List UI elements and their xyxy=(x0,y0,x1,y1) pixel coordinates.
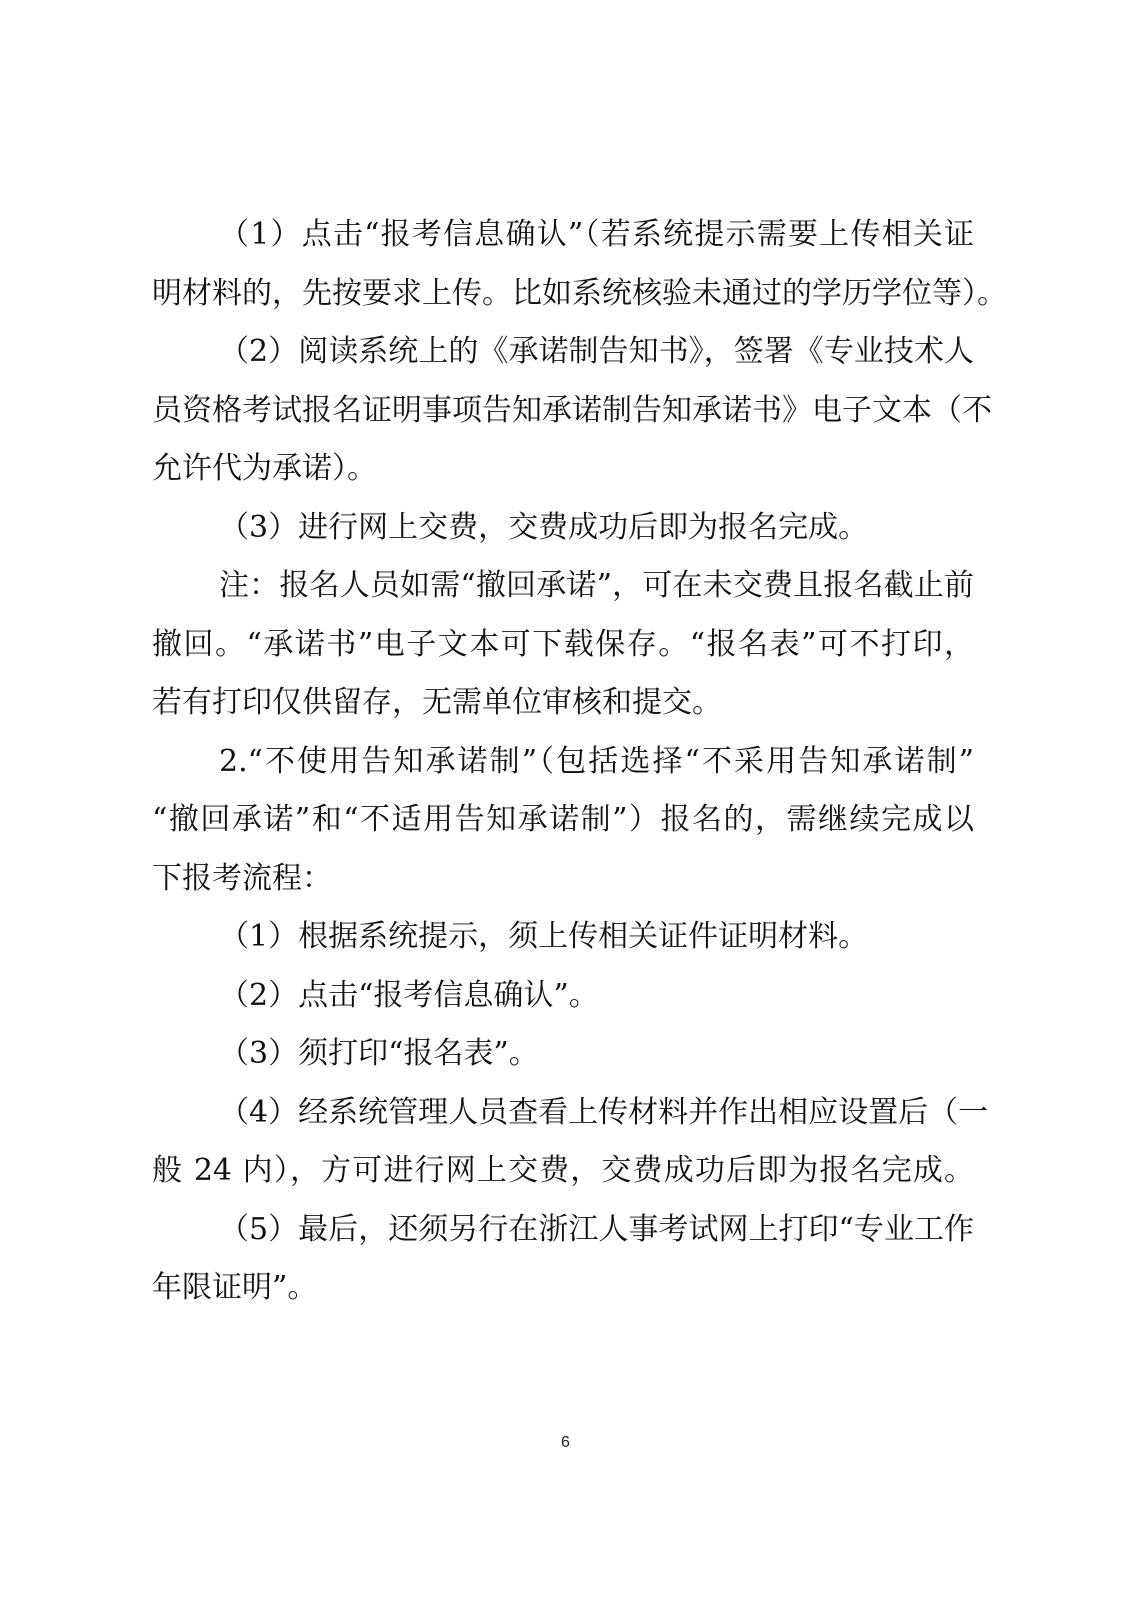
note-line-3: 若有打印仅供留存，无需单位审核和提交。 xyxy=(152,685,722,720)
document-body xyxy=(152,206,1007,1318)
step-3-payment-line: （3）进行网上交费，交费成功后即为报名完成。 xyxy=(219,509,869,545)
section-2-step-5-line-2: 年限证明”。 xyxy=(152,1270,318,1305)
note-line-2: 撤回。“承诺书”电子文本可下载保存。“报名表”可不打印， xyxy=(152,626,974,662)
note-line-1: 注：报名人员如需“撤回承诺”，可在未交费且报名截止前 xyxy=(219,568,974,603)
section-2-heading-line-1: 2.“不使用告知承诺制”（包括选择“不采用告知承诺制” xyxy=(219,743,974,779)
step-2-read-pledge-line-2: 员资格考试报名证明事项告知承诺制告知承诺书》电子文本（不 xyxy=(152,392,992,428)
section-2-heading-line-3: 下报考流程： xyxy=(152,860,332,896)
step-1-confirm-line-2: 明材料的，先按要求上传。比如系统核验未通过的学历学位等）。 xyxy=(152,275,1007,311)
section-2-step-4-line-1: （4）经系统管理人员查看上传材料并作出相应设置后（一 xyxy=(219,1094,989,1130)
section-2-step-4-line-2: 般 24 内），方可进行网上交费，交费成功后即为报名完成。 xyxy=(152,1153,974,1188)
section-2-step-3-line: （3）须打印“报名表”。 xyxy=(219,1036,539,1071)
section-2-step-2-line: （2）点击“报考信息确认”。 xyxy=(219,977,599,1013)
section-2-step-1-line: （1）根据系统提示，须上传相关证件证明材料。 xyxy=(219,919,869,954)
section-2-heading-line-2: “撤回承诺”和“不适用告知承诺制”）报名的，需继续完成以 xyxy=(152,802,974,837)
step-2-read-pledge-line-1: （2）阅读系统上的《承诺制告知书》，签署《专业技术人 xyxy=(219,334,974,369)
step-2-read-pledge-line-3: 允许代为承诺）。 xyxy=(152,451,377,486)
page-number: 6 xyxy=(561,1434,570,1451)
step-1-confirm-line-1: （1）点击“报考信息确认”（若系统提示需要上传相关证 xyxy=(219,217,974,252)
section-2-step-5-line-1: （5）最后，还须另行在浙江人事考试网上打印“专业工作 xyxy=(219,1211,974,1247)
